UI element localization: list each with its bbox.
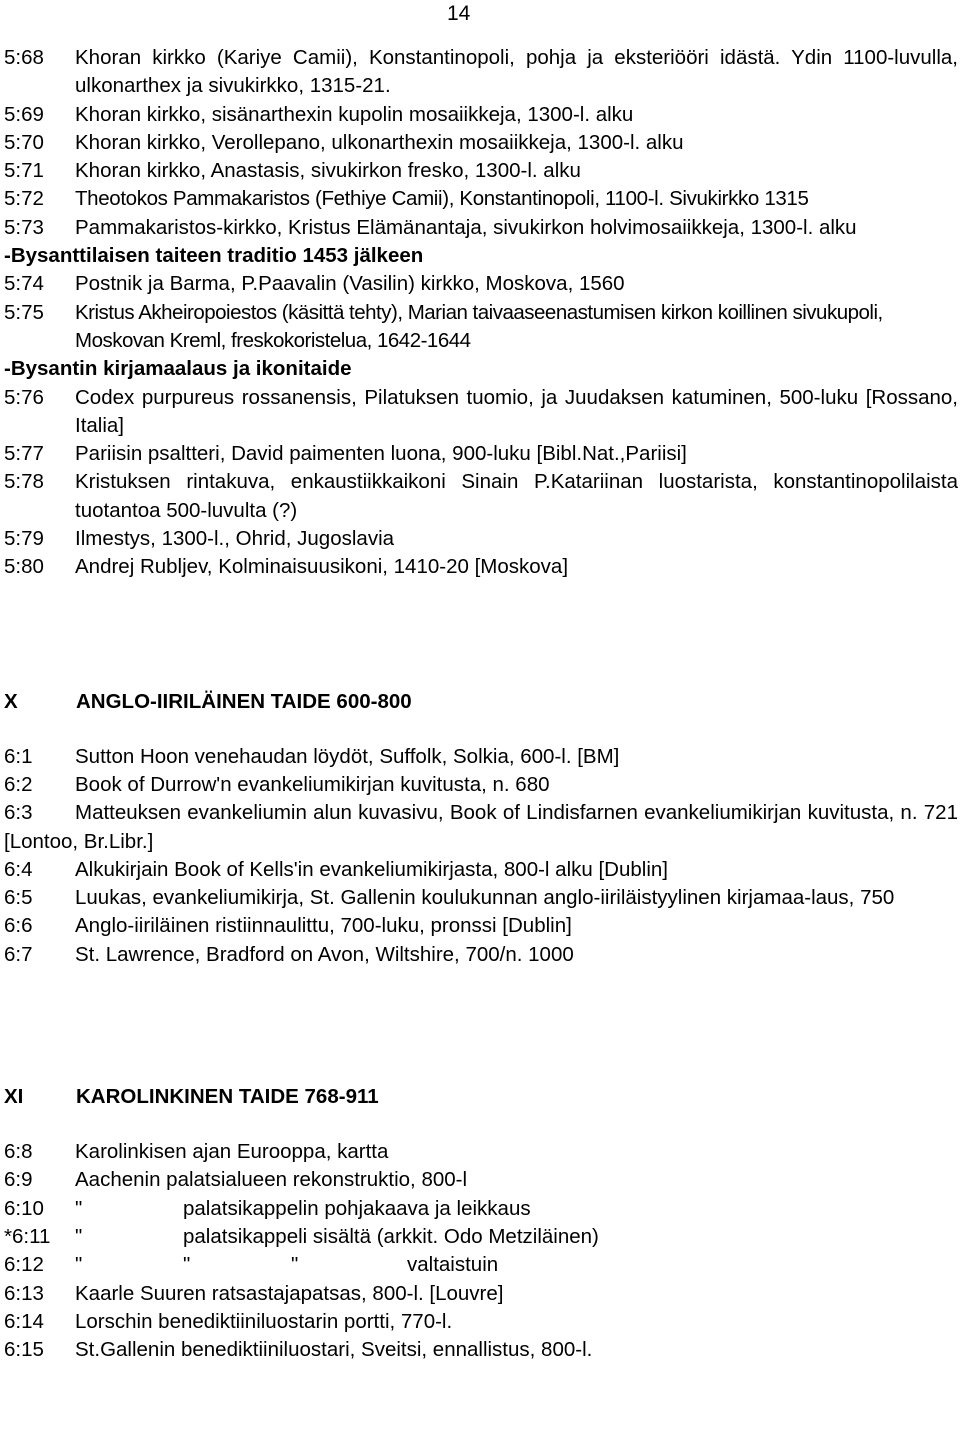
item-number: 5:69	[4, 102, 44, 126]
page-number: 14	[447, 2, 471, 25]
section-title: ANGLO-IIRILÄINEN TAIDE 600-800	[76, 689, 412, 713]
item-number: *6:11	[4, 1224, 51, 1248]
item-text: Postnik ja Barma, P.Paavalin (Vasilin) kirkko, Moskova, 1560	[75, 272, 625, 296]
item-text: Andrej Rubljev, Kolminaisuusikoni, 1410-20 [Moskova]	[75, 555, 569, 579]
item-number: 5:74	[4, 272, 44, 296]
list-item	[4, 884, 958, 912]
item-text: Pammakaristos-kirkko, Kristus Elämänantaja, sivukirkon holvimosaiikkeja, 1300-l. alku	[75, 215, 857, 239]
list-item	[4, 185, 958, 213]
list-item	[4, 1138, 958, 1166]
item-text: St.Gallenin benediktiiniluostari, Sveitsi, ennallistus, 800-l.	[75, 1338, 593, 1362]
list-item	[4, 941, 958, 969]
item-number: 6:14	[4, 1309, 44, 1333]
item-text: Ilmestys, 1300-l., Ohrid, Jugoslavia	[75, 527, 395, 551]
list-item	[4, 384, 958, 441]
item-number: 6:10	[4, 1196, 44, 1220]
item-text: Khoran kirkko (Kariye Camii), Konstantinopoli, pohja ja eksteriööri idästä. Ydin 1100-luvulla, ulkonarthex ja sivukirkko, 1315-21.	[75, 46, 958, 98]
section-heading-xi	[4, 1083, 958, 1111]
list-item	[4, 1336, 958, 1364]
item-text: Codex purpureus rossanensis, Pilatuksen tuomio, ja Juudaksen katuminen, 500-luku [Rossano, Italia]	[75, 385, 958, 437]
list-item	[4, 1308, 958, 1336]
item-text	[75, 1195, 958, 1223]
list-item	[4, 440, 958, 468]
item-text: Karolinkisen ajan Eurooppa, kartta	[75, 1140, 389, 1164]
item-number: 5:76	[4, 385, 44, 409]
item-text: Alkukirjain Book of Kells'in evankeliumikirjasta, 800-l alku [Dublin]	[75, 857, 668, 881]
ditto-mark: "	[75, 1224, 83, 1248]
item-text: Book of Durrow'n evankeliumikirjan kuvitusta, n. 680	[75, 772, 550, 796]
list-item	[4, 525, 958, 553]
item-number: 6:6	[4, 914, 33, 938]
list-item	[4, 1251, 958, 1279]
list-item	[4, 553, 958, 581]
item-text: Khoran kirkko, Anastasis, sivukirkon fresko, 1300-l. alku	[75, 159, 581, 183]
item-number: 6:5	[4, 886, 33, 910]
item-number: 5:73	[4, 215, 44, 239]
list-item	[4, 299, 958, 356]
document-body	[4, 44, 958, 1364]
list-item	[4, 1280, 958, 1308]
list-item	[4, 1223, 958, 1251]
list-item	[4, 468, 958, 525]
ditto-mark: "	[291, 1253, 299, 1277]
item-text: Pariisin psaltteri, David paimenten luona, 900-luku [Bibl.Nat.,Pariisi]	[75, 442, 687, 466]
item-text: Anglo-iiriläinen ristiinnaulittu, 700-luku, pronssi [Dublin]	[75, 914, 572, 938]
item-text-body: palatsikappeli sisältä (arkkit. Odo Metziläinen)	[183, 1224, 599, 1248]
item-text: Sutton Hoon venehaudan löydöt, Suffolk, Solkia, 600-l. [BM]	[75, 744, 620, 768]
item-number: 5:72	[4, 187, 44, 211]
item-text: Lorschin benediktiiniluostarin portti, 770-l.	[75, 1309, 453, 1333]
item-number: 6:12	[4, 1253, 44, 1277]
section-x-list	[4, 743, 958, 969]
item-text: Matteuksen evankeliumin alun kuvasivu, Book of Lindisfarnen evankeliumikirjan kuvitusta, n. 721 [Lontoo, Br.Libr.]	[4, 801, 958, 853]
list-item	[4, 101, 958, 129]
list-item	[4, 743, 958, 771]
item-number: 5:71	[4, 159, 44, 183]
item-text: Theotokos Pammakaristos (Fethiye Camii), Konstantinopoli, 1100-l. Sivukirkko 1315	[75, 187, 809, 211]
item-number: 6:1	[4, 744, 33, 768]
ditto-mark: "	[183, 1253, 191, 1277]
list-item	[4, 912, 958, 940]
item-number: 5:80	[4, 555, 44, 579]
item-text: Khoran kirkko, sisänarthexin kupolin mosaiikkeja, 1300-l. alku	[75, 102, 634, 126]
item-text: Kristuksen rintakuva, enkaustiikkaikoni Sinain P.Katariinan luostarista, konstantinopolilaista tuotantoa 500-luvulta (?)	[75, 470, 958, 522]
list-item	[4, 1195, 958, 1223]
list-item	[4, 157, 958, 185]
item-text: Aachenin palatsialueen rekonstruktio, 800-l	[75, 1168, 468, 1192]
list-item	[4, 771, 958, 799]
item-text: Kristus Akheiropoiestos (käsittä tehty), Marian taivaaseenastumisen kirkon koillinen sivukupoli, Moskovan Kreml, freskokoristelua, 1642-1644	[75, 300, 883, 352]
item-text: Kaarle Suuren ratsastajapatsas, 800-l. [Louvre]	[75, 1281, 504, 1305]
item-number: 6:2	[4, 772, 33, 796]
list-item	[4, 856, 958, 884]
item-number: 5:68	[4, 46, 44, 69]
item-number: 6:9	[4, 1168, 33, 1192]
list-item	[4, 270, 958, 298]
item-text-body: palatsikappelin pohjakaava ja leikkaus	[183, 1196, 531, 1220]
ditto-mark: "	[75, 1196, 83, 1220]
item-number: 5:75	[4, 300, 44, 324]
item-text	[75, 1251, 958, 1279]
item-number: 6:4	[4, 857, 33, 881]
item-number: 6:3	[4, 801, 33, 825]
item-number: 6:8	[4, 1140, 33, 1164]
section-xi-list	[4, 1138, 958, 1364]
item-number: 6:15	[4, 1338, 44, 1362]
section-number: X	[4, 689, 18, 713]
section-heading-x	[4, 688, 958, 716]
item-text: St. Lawrence, Bradford on Avon, Wiltshire, 700/n. 1000	[75, 942, 574, 966]
list-item	[4, 129, 958, 157]
item-text	[75, 1223, 958, 1251]
item-number: 5:77	[4, 442, 44, 466]
ditto-mark: "	[75, 1253, 83, 1277]
section-title: KAROLINKINEN TAIDE 768-911	[76, 1085, 379, 1109]
subheading-book-painting: -Bysantin kirjamaalaus ja ikonitaide	[4, 357, 352, 381]
list-item	[4, 214, 958, 242]
section-number: XI	[4, 1085, 24, 1109]
item-number: 5:79	[4, 527, 44, 551]
list-item	[4, 1166, 958, 1194]
item-number: 6:7	[4, 942, 33, 966]
item-text: Khoran kirkko, Verollepano, ulkonarthexin mosaiikkeja, 1300-l. alku	[75, 130, 684, 154]
item-number: 6:13	[4, 1281, 44, 1305]
item-text-body: valtaistuin	[407, 1253, 499, 1277]
item-text: Luukas, evankeliumikirja, St. Gallenin koulukunnan anglo-iiriläistyylinen kirjamaa-laus, 750	[75, 886, 895, 910]
list-item	[4, 44, 958, 101]
subheading-byzantine-tradition: -Bysanttilaisen taiteen traditio 1453 jälkeen	[4, 244, 424, 268]
item-number: 5:70	[4, 130, 44, 154]
list-item	[4, 799, 958, 856]
item-number: 5:78	[4, 470, 44, 494]
